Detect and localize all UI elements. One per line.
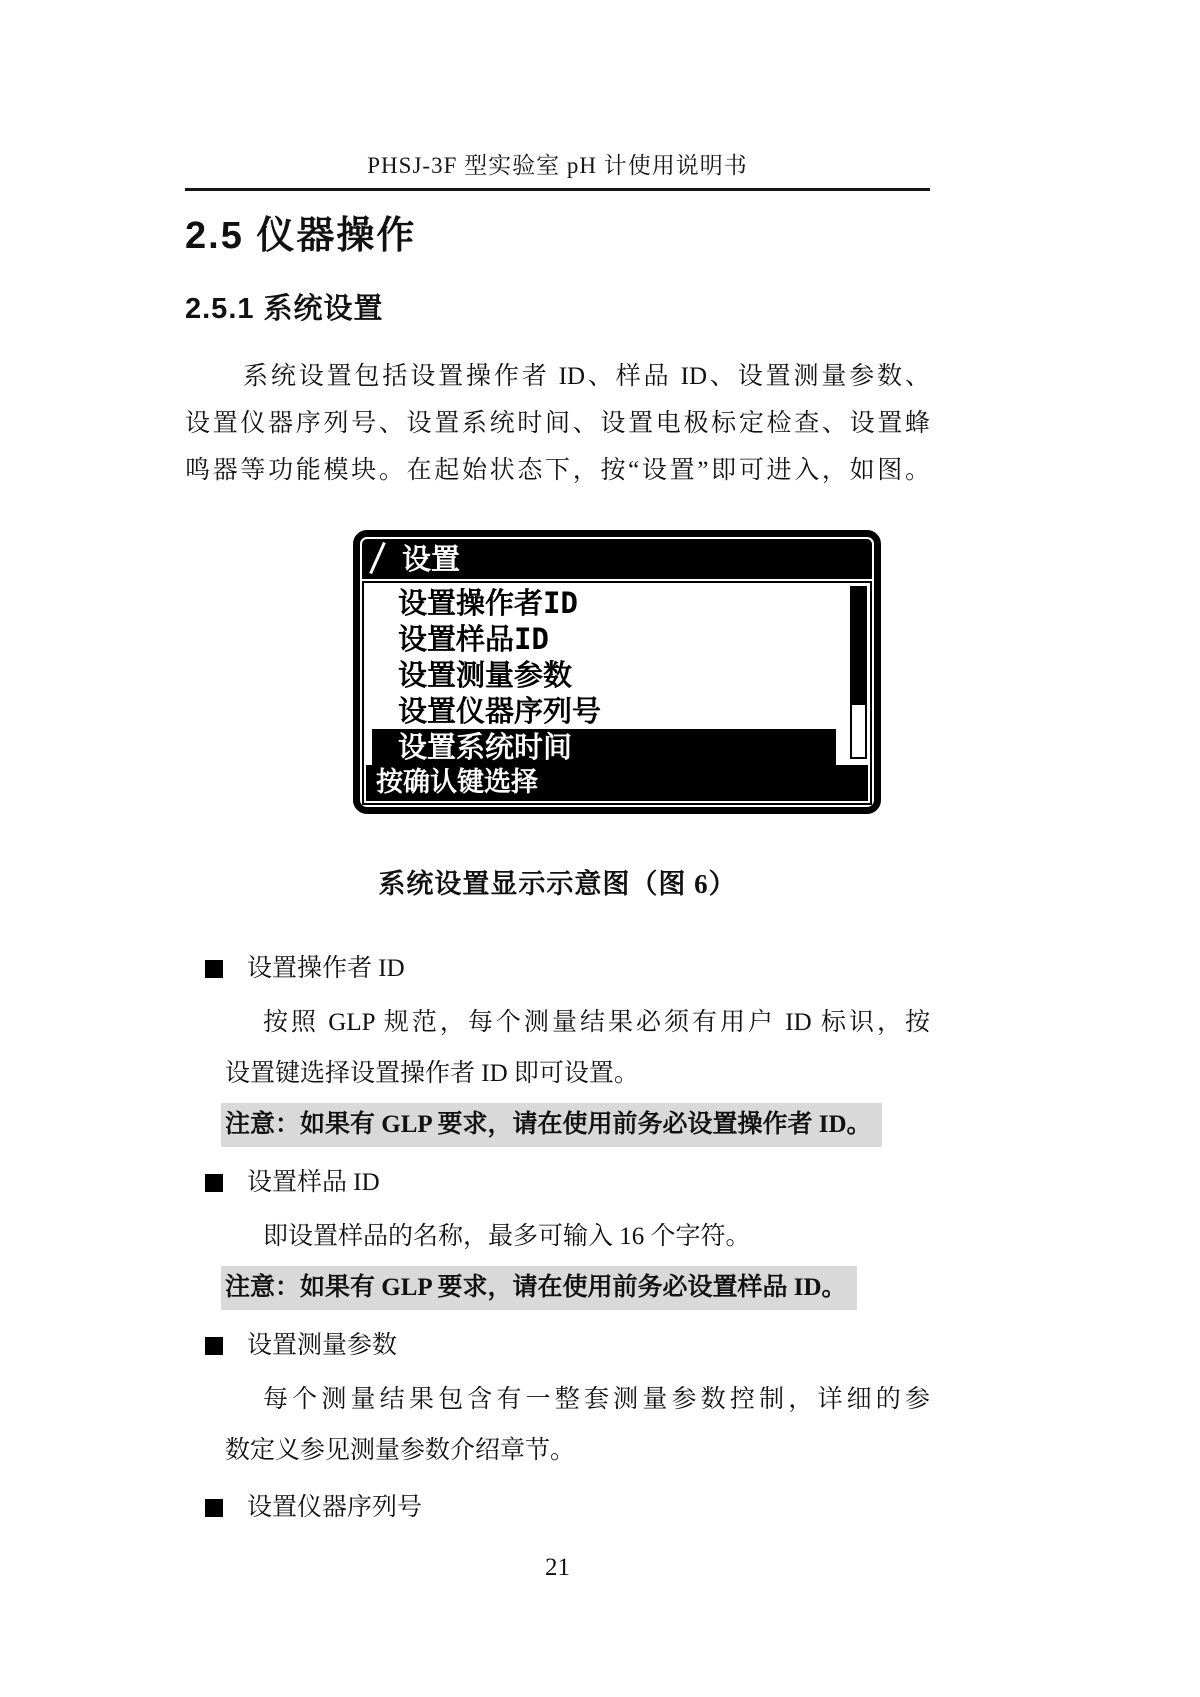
bullet-sections — [185, 951, 930, 1526]
section-paragraph — [225, 1374, 930, 1476]
bullet-item — [185, 1328, 930, 1364]
bullet-label: 设置样品 ID — [247, 1169, 380, 1196]
lcd-menu-item-selected: 设置系统时间 — [372, 729, 836, 765]
lcd-title-bar — [362, 539, 872, 579]
header-rule — [185, 188, 930, 191]
paragraph-line: 即设置样品的名称，最多可输入 16 个字符。 — [263, 1223, 751, 1250]
section-measure-params — [185, 1328, 930, 1476]
header-title: PHSJ-3F 型实验室 pH 计使用说明书 — [367, 153, 748, 178]
bullet-square-icon — [205, 1499, 223, 1517]
paragraph-line: 设置键选择设置操作者 ID 即可设置。 — [225, 1060, 639, 1087]
bullet-item — [185, 1165, 930, 1201]
lcd-menu-item: 设置仪器序列号 — [398, 694, 602, 728]
lcd-menu-area — [362, 581, 872, 805]
intro-line: 设置仪器序列号、设置系统时间、设置电极标定检查、设置蜂 — [185, 410, 930, 437]
bullet-square-icon — [205, 1174, 223, 1192]
bullet-label: 设置操作者 ID — [247, 955, 405, 982]
paragraph-line: 每个测量结果包含有一整套测量参数控制，详细的参 — [263, 1386, 930, 1413]
note-highlight: 注意：如果有 GLP 要求，请在使用前务必设置操作者 ID。 — [221, 1103, 882, 1147]
figure-caption: 系统设置显示示意图（图 6） — [378, 869, 737, 899]
lcd-scrollbar — [850, 586, 867, 759]
lcd-menu-item: 设置样品ID — [398, 622, 549, 656]
note-highlight: 注意：如果有 GLP 要求，请在使用前务必设置样品 ID。 — [221, 1266, 857, 1310]
intro-line: 鸣器等功能模块。在起始状态下，按“设置”即可进入，如图。 — [185, 457, 930, 484]
bullet-item — [185, 1490, 930, 1526]
paragraph-line: 数定义参见测量参数介绍章节。 — [225, 1437, 576, 1464]
lcd-tab-notch-icon — [369, 542, 386, 574]
section-paragraph — [225, 1211, 930, 1262]
lcd-screen-figure — [353, 530, 881, 814]
lcd-menu — [364, 583, 870, 765]
section-serial-number — [185, 1490, 930, 1526]
intro-paragraph — [185, 353, 930, 494]
bullet-label: 设置测量参数 — [247, 1332, 398, 1359]
lcd-title: 设置 — [402, 542, 461, 576]
bullet-label: 设置仪器序列号 — [247, 1494, 423, 1521]
lcd-status-bar: 按确认键选择 — [366, 765, 868, 801]
lcd-scrollbar-thumb — [852, 588, 865, 705]
intro-line: 系统设置包括设置操作者 ID、样品 ID、设置测量参数、 — [243, 363, 930, 390]
section-sample-id — [185, 1165, 930, 1314]
bullet-square-icon — [205, 960, 223, 978]
page-number: 21 — [545, 1554, 570, 1581]
bullet-item — [185, 951, 930, 987]
lcd-menu-item: 设置操作者ID — [398, 586, 578, 620]
section-heading: 2.5 仪器操作 — [185, 215, 417, 257]
lcd-menu-item: 设置测量参数 — [398, 658, 573, 692]
section-operator-id — [185, 951, 930, 1151]
subsection-heading: 2.5.1 系统设置 — [185, 293, 384, 325]
bullet-square-icon — [205, 1337, 223, 1355]
paragraph-line: 按照 GLP 规范，每个测量结果必须有用户 ID 标识，按 — [263, 1009, 930, 1036]
section-paragraph — [225, 997, 930, 1099]
